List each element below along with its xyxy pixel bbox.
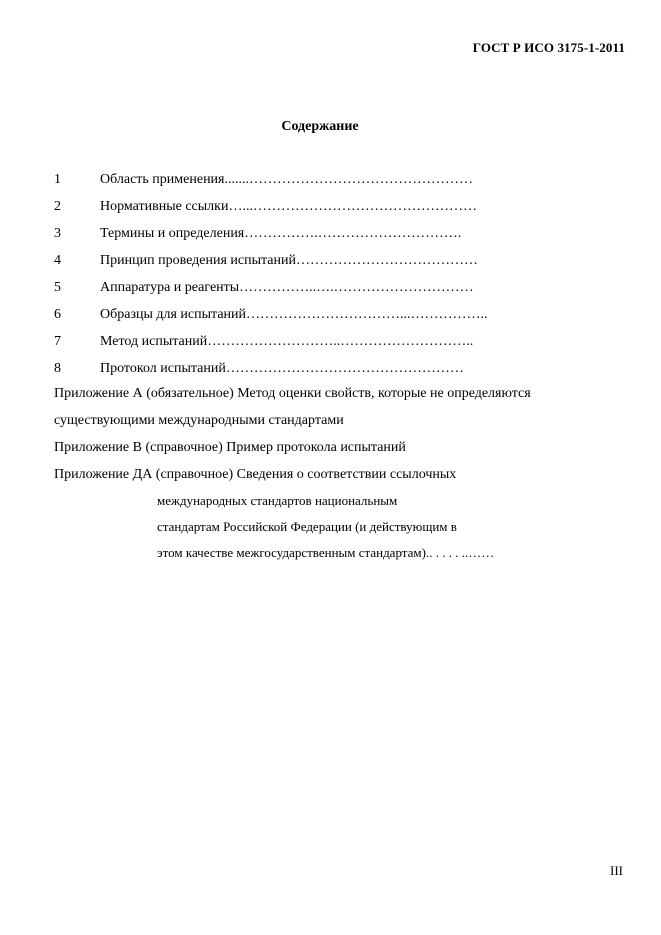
appendix-da-line-2: международных стандартов национальным — [157, 493, 398, 508]
toc-item-number: 4 — [54, 253, 61, 268]
table-of-contents — [54, 170, 634, 386]
toc-item-3[interactable] — [54, 224, 634, 251]
toc-item-title: Принцип проведения испытаний………………………………… — [100, 253, 478, 268]
toc-item-7[interactable] — [54, 332, 634, 359]
document-code-header: ГОСТ Р ИСО 3175-1-2011 — [472, 40, 625, 55]
page-number: III — [610, 863, 623, 878]
appendix-da-line-1[interactable]: Приложение ДА (справочное) Сведения о соответствии ссылочных — [54, 467, 457, 482]
appendix-da-line-3: стандартам Российской Федерации (и действующим в — [157, 519, 457, 534]
toc-item-title: Метод испытаний………………………..……………………….. — [100, 334, 474, 349]
appendix-a-line-2: существующими международными стандартами — [54, 413, 344, 428]
toc-item-number: 7 — [54, 334, 61, 349]
toc-item-number: 6 — [54, 307, 61, 322]
toc-item-5[interactable] — [54, 278, 634, 305]
toc-item-8[interactable] — [54, 359, 634, 386]
toc-item-number: 2 — [54, 199, 61, 214]
toc-item-number: 1 — [54, 172, 61, 187]
appendix-a-line-1[interactable]: Приложение А (обязательное) Метод оценки свойств, которые не определяются — [54, 386, 531, 401]
toc-item-number: 5 — [54, 280, 61, 295]
toc-item-2[interactable] — [54, 197, 634, 224]
toc-item-6[interactable] — [54, 305, 634, 332]
toc-item-4[interactable] — [54, 251, 634, 278]
toc-item-1[interactable] — [54, 170, 634, 197]
toc-item-title: Область применения.......………………………………………… — [100, 172, 473, 187]
toc-item-title: Аппаратура и реагенты……………..….………………………… — [100, 280, 474, 295]
toc-item-title: Образцы для испытаний……………………………...…………….. — [100, 307, 488, 322]
appendix-b[interactable]: Приложение В (справочное) Пример протокола испытаний — [54, 440, 406, 455]
toc-item-title: Нормативные ссылки…...………………………………………… — [100, 199, 477, 214]
toc-item-number: 3 — [54, 226, 61, 241]
toc-item-title: Протокол испытаний…………………………………………… — [100, 361, 464, 376]
page-title: Содержание — [281, 119, 359, 134]
appendix-da-line-4: этом качестве межгосударственным стандартам).. . . . . ..…… — [157, 545, 495, 560]
toc-item-number: 8 — [54, 361, 61, 376]
toc-item-title: Термины и определения…………….…………………………. — [100, 226, 462, 241]
